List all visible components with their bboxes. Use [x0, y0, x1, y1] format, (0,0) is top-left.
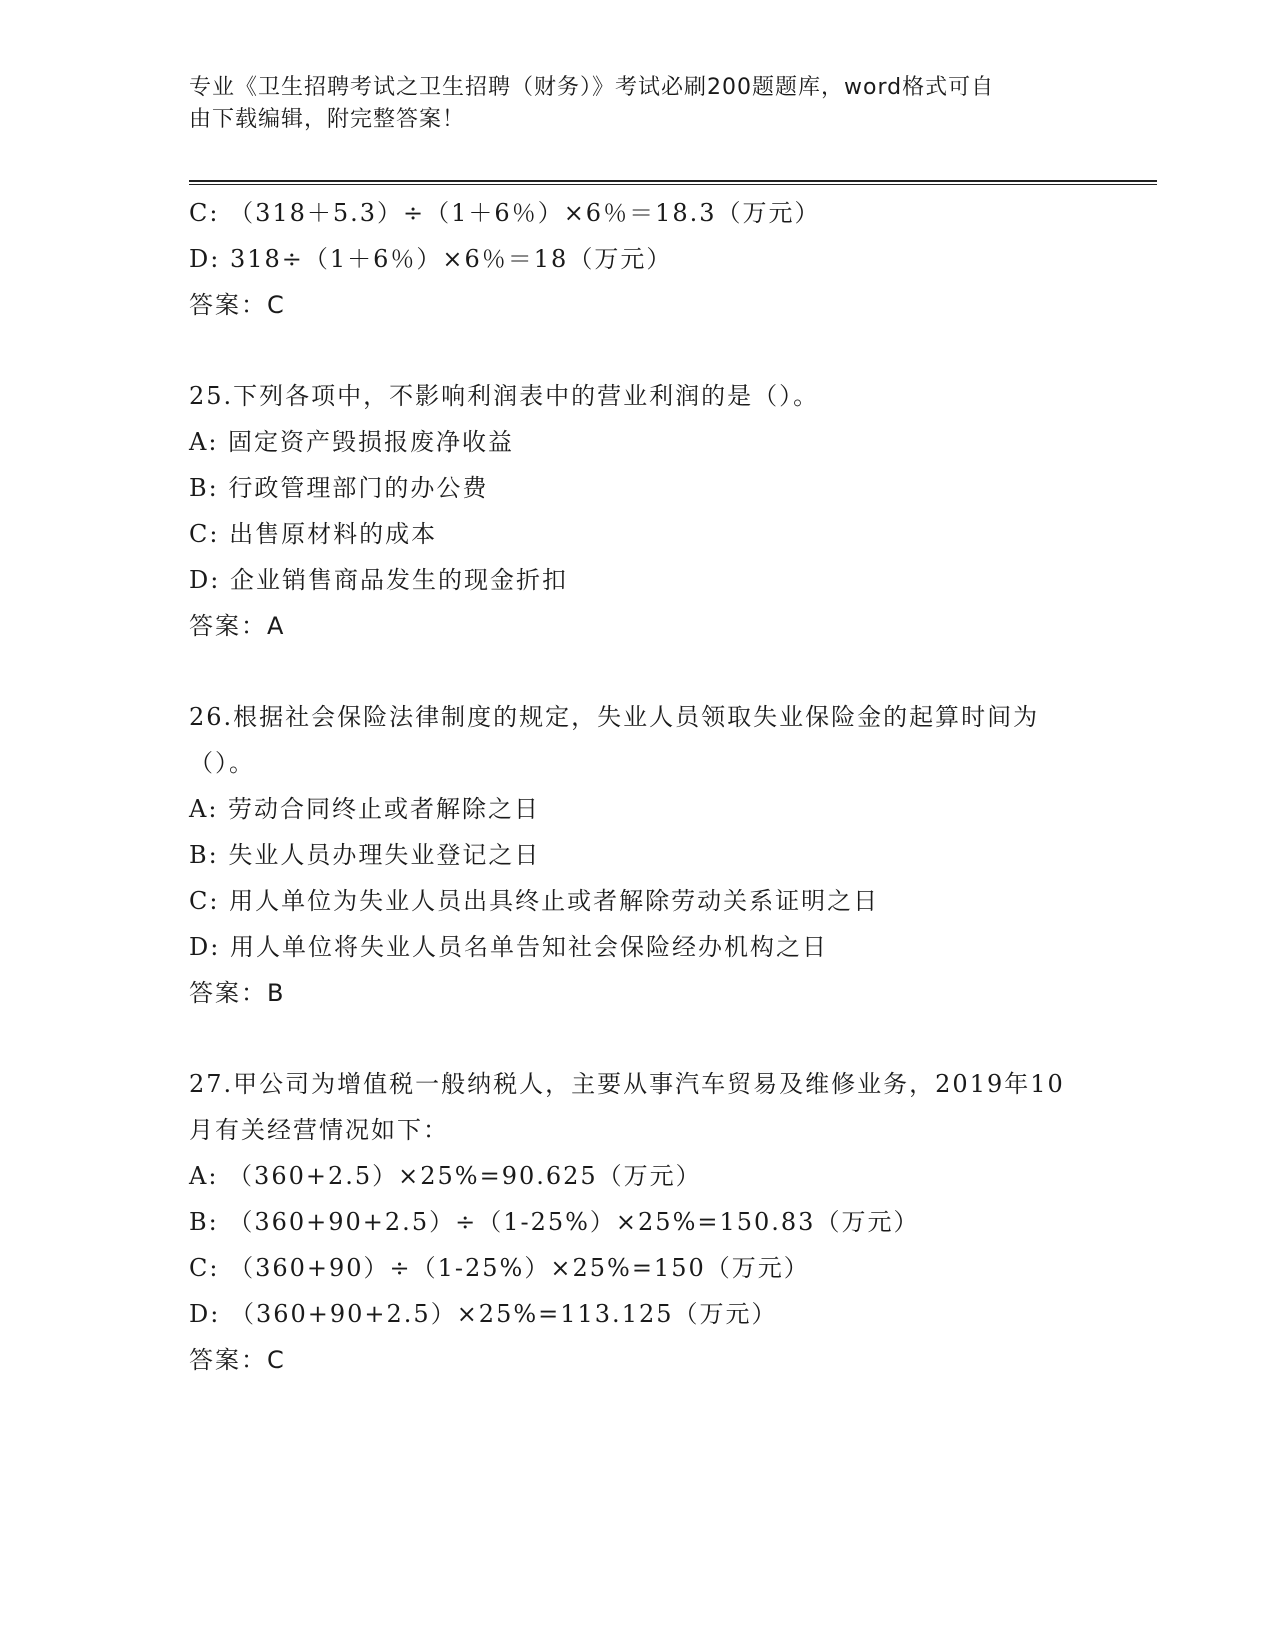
- header-line-2: 由下载编辑，附完整答案！: [189, 107, 466, 132]
- option-b: B: （360+90+2.5）÷（1-25%）×25%=150.83（万元）: [189, 1208, 920, 1236]
- previous-question-tail: [189, 190, 1089, 328]
- option-d: D: 用人单位将失业人员名单告知社会保险经办机构之日: [189, 933, 828, 961]
- option-c: C: 出售原材料的成本: [189, 520, 438, 548]
- question-text: 27.甲公司为增值税一般纳税人，主要从事汽车贸易及维修业务，2019年10月有关经营情况如下：: [189, 1070, 1065, 1144]
- question-25: [189, 373, 1089, 649]
- header-divider: [189, 180, 1157, 185]
- header-line-1: 专业《卫生招聘考试之卫生招聘（财务）》考试必刷200题题库，word格式可自: [189, 75, 995, 100]
- document-header: [189, 72, 1079, 136]
- answer: 答案：C: [189, 1346, 286, 1374]
- question-text: 26.根据社会保险法律制度的规定，失业人员领取失业保险金的起算时间为（）。: [189, 703, 1040, 777]
- option-a: A: 固定资产毁损报废净收益: [189, 428, 515, 456]
- option-c: C: 用人单位为失业人员出具终止或者解除劳动关系证明之日: [189, 887, 880, 915]
- option-d: D: （360+90+2.5）×25%=113.125（万元）: [189, 1300, 778, 1328]
- option-a: A: （360+2.5）×25%=90.625（万元）: [189, 1162, 702, 1190]
- answer: 答案：B: [189, 979, 286, 1007]
- answer: 答案：C: [189, 291, 286, 319]
- option-d: D: 318÷（1＋6％）×6％＝18（万元）: [189, 245, 673, 273]
- option-d: D: 企业销售商品发生的现金折扣: [189, 566, 568, 594]
- option-b: B: 失业人员办理失业登记之日: [189, 841, 541, 869]
- question-27: [189, 1061, 1089, 1383]
- question-list: [189, 190, 1089, 1383]
- option-a: A: 劳动合同终止或者解除之日: [189, 795, 541, 823]
- answer: 答案：A: [189, 612, 286, 640]
- option-c: C: （360+90）÷（1-25%）×25%=150（万元）: [189, 1254, 810, 1282]
- question-26: [189, 694, 1089, 1016]
- option-b: B: 行政管理部门的办公费: [189, 474, 489, 502]
- question-text: 25.下列各项中，不影响利润表中的营业利润的是（）。: [189, 382, 820, 410]
- option-c: C: （318＋5.3）÷（1＋6％）×6％＝18.3（万元）: [189, 199, 821, 227]
